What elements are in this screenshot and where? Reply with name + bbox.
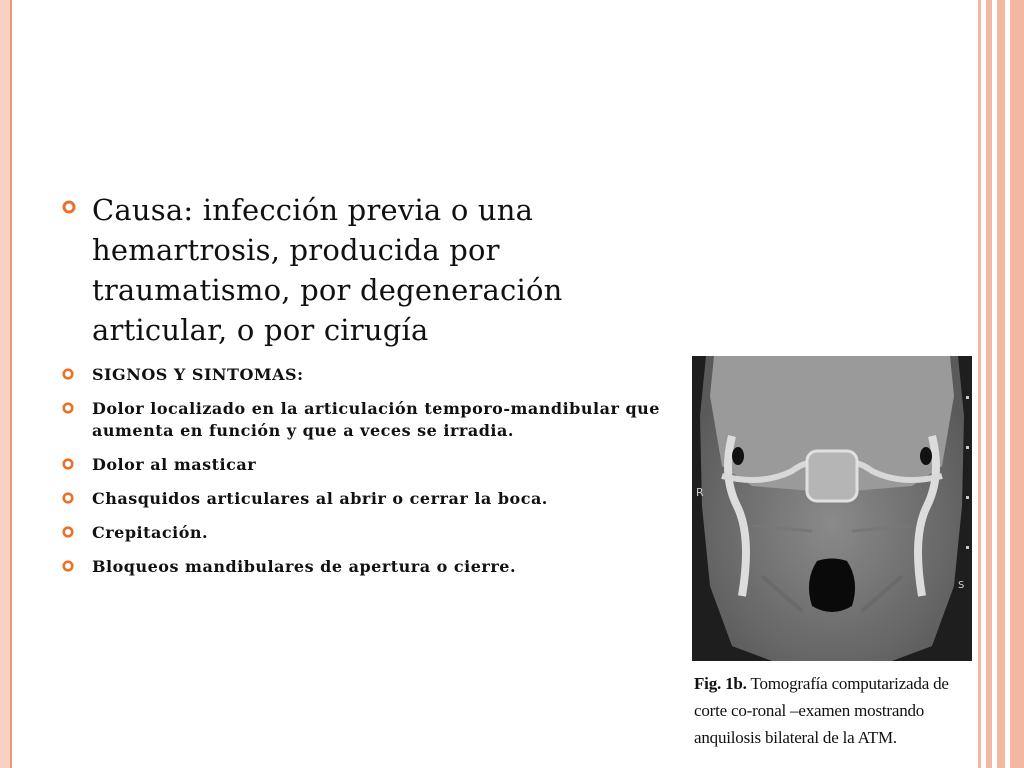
bullet-text: Dolor localizado en la articulación temporo-mandibular que aumenta en función y que a veces se irradia. [92, 399, 660, 440]
bullet-item [60, 398, 700, 442]
bullet-item [60, 522, 700, 544]
ring-bullet-icon [62, 526, 74, 538]
left-border-decoration [0, 0, 10, 768]
bullet-text: Crepitación. [92, 523, 209, 542]
bullet-text: Chasquidos articulares al abrir o cerrar la boca. [92, 489, 548, 508]
bullet-text: Causa: infección previa o una hemartrosis, producida por traumatismo, por degeneración articular, o por cirugía [92, 193, 563, 347]
right-border-stripe [978, 0, 981, 768]
bullet-item [60, 454, 700, 476]
ring-bullet-icon [62, 560, 74, 572]
scan-label-s: S [958, 580, 965, 591]
caption-text: Tomografía computarizada de corte co-ronal –examen mostrando anquilosis bilateral de la ATM. [694, 674, 949, 747]
bullet-text: SIGNOS Y SINTOMAS: [92, 365, 304, 384]
bullet-text: Bloqueos mandibulares de apertura o cierre. [92, 557, 517, 576]
ring-bullet-icon [62, 200, 76, 214]
right-border-stripe [986, 0, 992, 768]
bullet-item [60, 556, 700, 578]
ring-bullet-icon [62, 492, 74, 504]
figure-caption [694, 670, 972, 751]
right-border-stripe [1010, 0, 1024, 768]
bullet-item [60, 488, 700, 510]
left-border-line [10, 0, 12, 768]
bullet-text: Dolor al masticar [92, 455, 257, 474]
scan-label-r: R [696, 486, 704, 499]
ring-bullet-icon [62, 368, 74, 380]
ring-bullet-icon [62, 402, 74, 414]
ct-scan-image [692, 356, 972, 661]
right-border-stripe [997, 0, 1005, 768]
ring-bullet-icon [62, 458, 74, 470]
bullet-item [60, 364, 700, 386]
figure [692, 356, 972, 768]
bullet-item [60, 190, 700, 350]
bullet-list [60, 190, 700, 590]
caption-label: Fig. 1b. [694, 674, 747, 693]
